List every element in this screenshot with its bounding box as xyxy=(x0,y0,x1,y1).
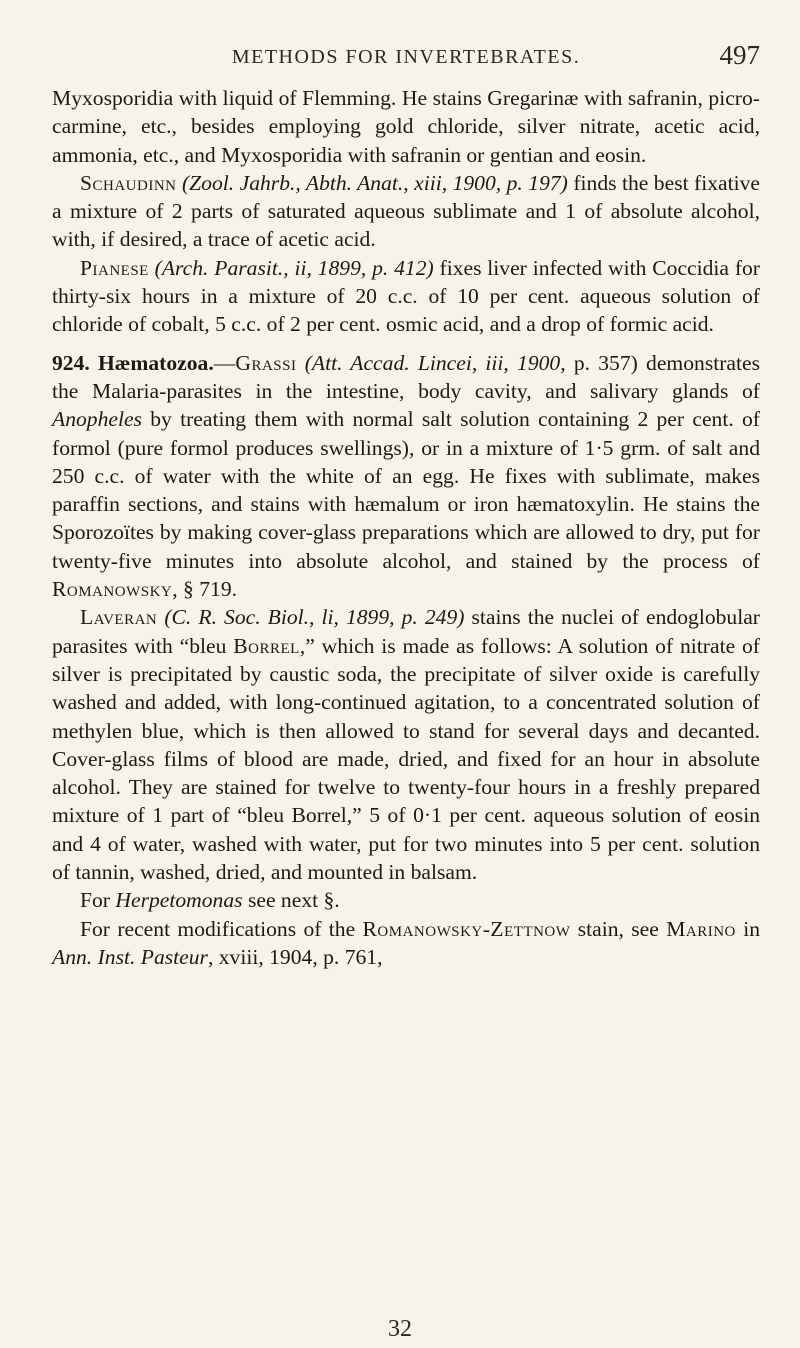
paragraph-text: by treating them with normal salt solution containing 2 per cent. of formol (pure formol produces swellings), or in a mixture of 1·5 grm. of salt and 250 c.c. of water with the white of an egg. He fixes with sublimate, makes paraffin sections, and stains with hæmalum or iron hæmatoxylin. He stains the Sporozoïtes by making cover-glass preparations which are allowed to dry, put for twenty-five minutes into absolute alcohol, and stained by the process of xyxy=(52,407,760,573)
paragraph-text: For xyxy=(80,888,116,913)
citation: (Zool. Jahrb., Abth. Anat., xiii, 1900, p. 197) xyxy=(181,170,568,195)
paragraph-schaudinn xyxy=(52,169,760,254)
paragraph-text: Myxosporidia with liquid of Flemming. He stains Gregarinæ with safranin, picro-carmine, etc., besides employing gold chloride, silver nitrate, acetic acid, ammonia, etc., and Myxosporidia with safranin or gentian and eosin. xyxy=(52,86,760,167)
citation: Ann. Inst. Pasteur xyxy=(52,944,208,969)
citation: (Att. Accad. Lincei, iii, 1900, xyxy=(304,350,566,375)
running-title: METHODS FOR INVERTEBRATES. xyxy=(231,46,581,68)
paragraph-romanowsky-zettnow xyxy=(52,915,760,972)
paragraph-text: finds the best fixative a mixture of 2 parts of saturated aqueous sublimate and 1 of absolute alcohol, with, if desired, a trace of acetic acid. xyxy=(52,170,761,252)
dash: — xyxy=(213,350,236,375)
paragraph-text: see next §. xyxy=(242,888,340,913)
paragraph-herpetomonas xyxy=(52,886,760,914)
paragraph-text: , xviii, 1904, p. 761, xyxy=(207,944,383,969)
paragraph-text: p. 357) demonstrates the Malaria-parasites in the intestine, body cavity, and salivary glands of xyxy=(52,350,760,403)
paragraph-text: fixes liver infected with Coccidia for thirty-six hours in a mixture of 20 c.c. of 10 per cent. aqueous solution of chloride of cobalt, 5 c.c. of 2 per cent. osmic acid, and a drop of formic acid. xyxy=(52,255,761,337)
author-name: Grassi xyxy=(235,350,297,375)
page-number: 497 xyxy=(719,40,760,70)
author-name: Romanowsky xyxy=(52,577,173,602)
paragraph-text: ,” which is made as follows: A solution of nitrate of silver is precipitated by caustic soda, the precipitate of silver oxide is carefully washed and added, with long-continued agitation, to a concentrated solution of methylen blue, which is then allowed to stand for several days and decanted. Cover-glass films of blood are made, dried, and fixed for an hour in absolute alcohol. They are stained for twelve to twenty-four hours in a freshly prepared mixture of 1 part of “bleu Borrel,” 5 of 0·1 per cent. aqueous solution of eosin and 4 of water, washed with water, put for two minutes into 5 per cent. solution of tannin, washed, dried, and mounted in balsam. xyxy=(52,633,760,885)
signature-mark: 32 xyxy=(388,1316,412,1342)
genus-name: Herpetomonas xyxy=(115,888,243,913)
page-body xyxy=(52,84,760,971)
author-name: Pianese xyxy=(80,255,149,280)
paragraph-text: in xyxy=(735,916,761,941)
section-heading: 924. Hæmatozoa. xyxy=(52,350,214,375)
paragraph-pianese xyxy=(52,254,760,339)
paragraph-text: stain, see xyxy=(570,916,667,941)
running-head xyxy=(52,0,760,70)
paragraph-text: , § 719. xyxy=(172,577,238,602)
author-name: Schaudinn xyxy=(80,170,177,195)
book-page xyxy=(52,0,760,971)
paragraph-myxosporidia xyxy=(52,84,760,169)
citation: (C. R. Soc. Biol., li, 1899, p. 249) xyxy=(164,605,465,630)
paragraph-laveran xyxy=(52,603,760,886)
section-924 xyxy=(52,349,760,604)
genus-name: Anopheles xyxy=(52,407,142,432)
author-name: Borrel xyxy=(233,633,300,658)
author-name: Laveran xyxy=(80,605,158,630)
citation: (Arch. Parasit., ii, 1899, p. 412) xyxy=(154,255,434,280)
author-name: Marino xyxy=(666,916,736,941)
paragraph-text: For recent modifications of the xyxy=(80,916,363,941)
stain-name: Romanowsky-Zettnow xyxy=(362,916,571,941)
paragraph-text: stains the nuclei of endoglobular parasites with “bleu xyxy=(52,605,760,658)
